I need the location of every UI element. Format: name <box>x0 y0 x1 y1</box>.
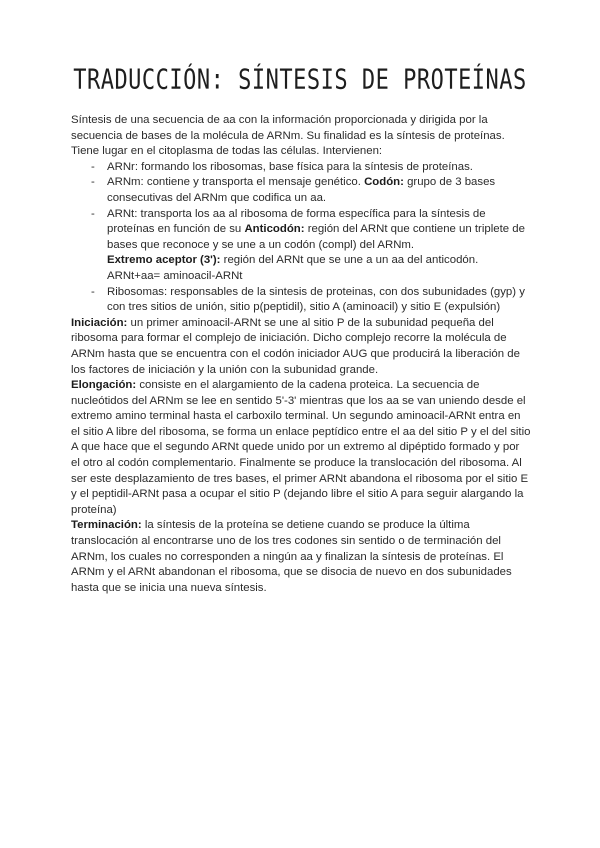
page-title: TRADUCCIÓN: SÍNTESIS DE PROTEÍNAS <box>73 64 527 97</box>
terminacion-paragraph <box>71 518 531 596</box>
codon-term: Codón: <box>364 176 404 189</box>
codon-definition: grupo de 3 bases consecutivas del ARNm que codifica un aa. <box>107 176 496 204</box>
list-item-arnm <box>107 175 531 206</box>
document-body <box>71 113 531 596</box>
iniciacion-paragraph <box>71 316 531 378</box>
ribosomas-text: Ribosomas: responsables de la sintesis de proteinas, con dos subunidades (gyp) y con tres sitios de unión, sitio p(peptidil), sitio A (aminoacil) y sitio E (expulsión) <box>107 285 525 314</box>
aceptor-term: Extremo aceptor (3'): <box>107 254 221 267</box>
components-list <box>71 160 531 316</box>
elongacion-paragraph <box>71 378 531 518</box>
anticodon-term: Anticodón: <box>244 223 305 236</box>
list-item-arnt <box>107 207 531 285</box>
list-item-ribosomas <box>107 285 531 316</box>
aminoacil-text: ARNt+aa= aminoacil-ARNt <box>107 269 243 282</box>
elongacion-text: consiste en el alargamiento de la cadena proteica. La secuencia de nucleótidos del ARNm se lee en sentido 5'-3' mientras que los aa se van uniendo desde el extremo amino terminal hasta el carboxilo terminal. Un segundo aminoacil-ARNt entra en el sitio A libre del ribosoma, se forma un enlace peptídico entre el aa del sitio P y el del sitio A que hace que el segundo ARNt quede unido por un extremo al dipéptido formado y por el otro al codón complementario. Finalmente se produce la translocación del ribosoma. Al ser este desplazamiento de tres bases, el primer ARNt abandona el ribosoma por el sitio E y el peptidil-ARNt pasa a ocupar el sitio P (dejando libre el sitio A para seguir alargando la proteína) <box>71 379 531 516</box>
arnt-text: ARNt: transporta los aa al ribosoma de forma específica para la síntesis de proteínas en función de su <box>107 207 486 236</box>
terminacion-text: la síntesis de la proteína se detiene cuando se produce la última translocación al encontrarse uno de los tres codones sin sentido o de terminación del ARNm, los cuales no corresponden a ningún aa y finalizan la síntesis de proteínas. El ARNm y el ARNt abandonan el ribosoma, que se disocia de nuevo en dos subunidades hasta que se inicia una nueva síntesis. <box>71 519 512 594</box>
elongacion-term: Elongación: <box>71 379 137 392</box>
list-item-arnr <box>107 160 531 176</box>
iniciacion-term: Iniciación: <box>71 316 128 329</box>
iniciacion-text: un primer aminoacil-ARNt se une al sitio P de la subunidad pequeña del ribosoma para formar el complejo de iniciación. Dicho complejo recorre la molécula de ARNm hasta que se encuentra con el codón iniciador AUG que producirá la liberación de los factores de iniciación y la unión con la subunidad grande. <box>71 316 520 376</box>
anticodon-definition: región del ARNt que contiene un triplete de bases que reconoce y se une a un codón (compl) del ARNm. <box>107 223 525 251</box>
arnr-text: ARNr: formando los ribosomas, base física para la síntesis de proteínas. <box>107 160 473 173</box>
intro-paragraph: Síntesis de una secuencia de aa con la información proporcionada y dirigida por la secuencia de bases de la molécula de ARNm. Su finalidad es la síntesis de proteínas. Tiene lugar en el citoplasma de todas las células. Intervienen: <box>71 114 505 158</box>
terminacion-term: Terminación: <box>71 519 142 532</box>
arnm-text: ARNm: contiene y transporta el mensaje genético. <box>107 176 361 189</box>
aceptor-definition: región del ARNt que se une a un aa del anticodón. <box>223 254 479 267</box>
